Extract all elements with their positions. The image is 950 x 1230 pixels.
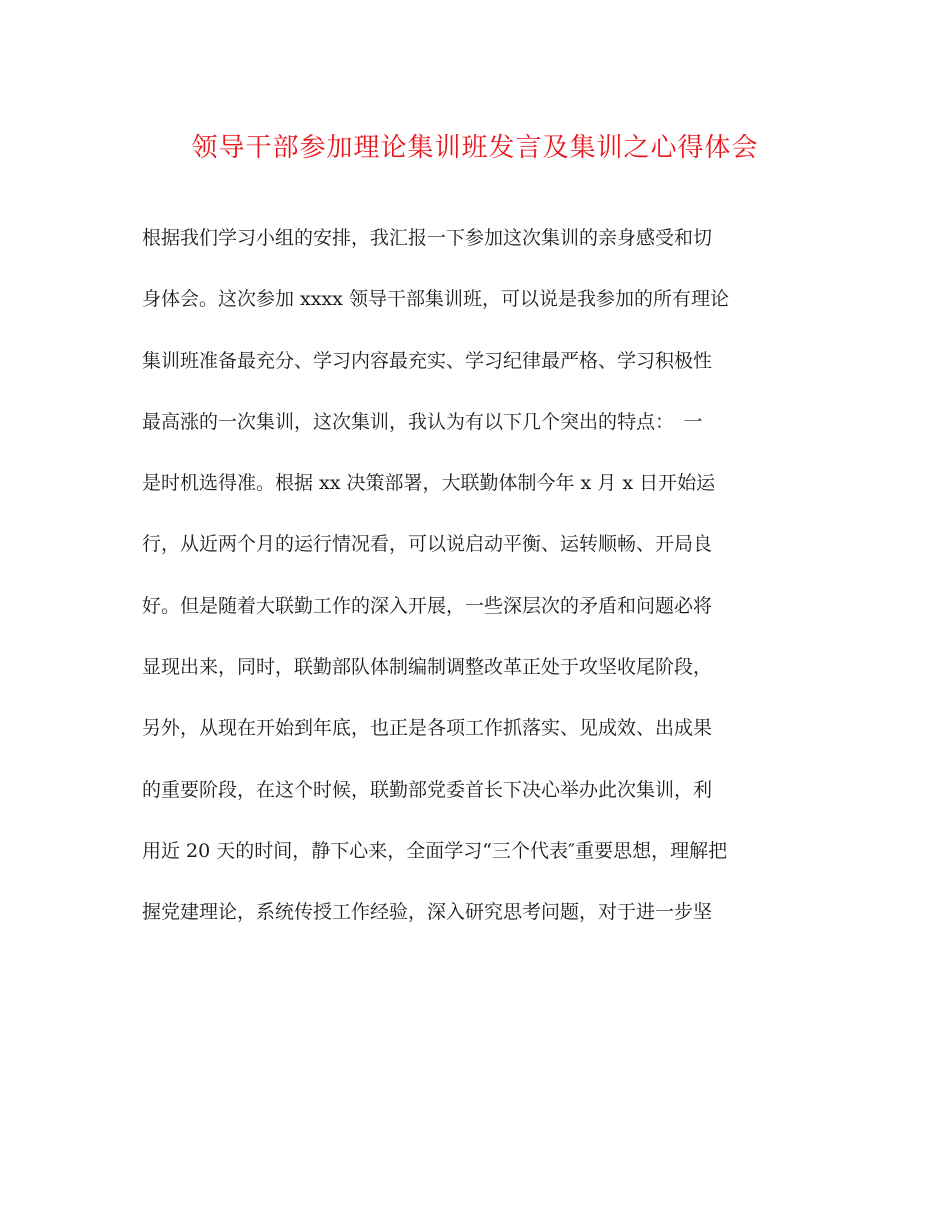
document-body (142, 208, 822, 944)
paragraph-line: 行，从近两个月的运行情况看，可以说启动平衡、运转顺畅、开局良 (142, 533, 713, 556)
paragraph-line: 身体会。这次参加 xxxx 领导干部集训班，可以说是我参加的所有理论 (142, 288, 729, 311)
paragraph-line: 的重要阶段，在这个时候，联勤部党委首长下决心举办此次集训，利 (142, 778, 713, 801)
paragraph-line: 最高涨的一次集训，这次集训，我认为有以下几个突出的特点： 一 (142, 410, 703, 433)
paragraph-line: 用近 20 天的时间，静下心来，全面学习“三个代表″重要思想，理解把 (142, 839, 728, 862)
paragraph-line: 另外，从现在开始到年底，也正是各项工作抓落实、见成效、出成果 (142, 717, 713, 740)
document-title: 领导干部参加理论集训班发言及集训之心得体会 (191, 133, 759, 163)
paragraph-line: 是时机选得准。根据 xx 决策部署，大联勤体制今年 x 月 x 日开始运 (142, 472, 716, 495)
paragraph-line: 根据我们学习小组的安排，我汇报一下参加这次集训的亲身感受和切 (142, 227, 713, 249)
paragraph-line: 握党建理论，系统传授工作经验，深入研究思考问题，对于进一步坚 (142, 901, 713, 924)
paragraph-line: 集训班准备最充分、学习内容最充实、学习纪律最严格、学习积极性 (142, 349, 713, 372)
paragraph-line: 显现出来，同时，联勤部队体制编制调整改革正处于攻坚收尾阶段， (142, 656, 713, 679)
paragraph-line: 好。但是随着大联勤工作的深入开展，一些深层次的矛盾和问题必将 (142, 594, 713, 617)
